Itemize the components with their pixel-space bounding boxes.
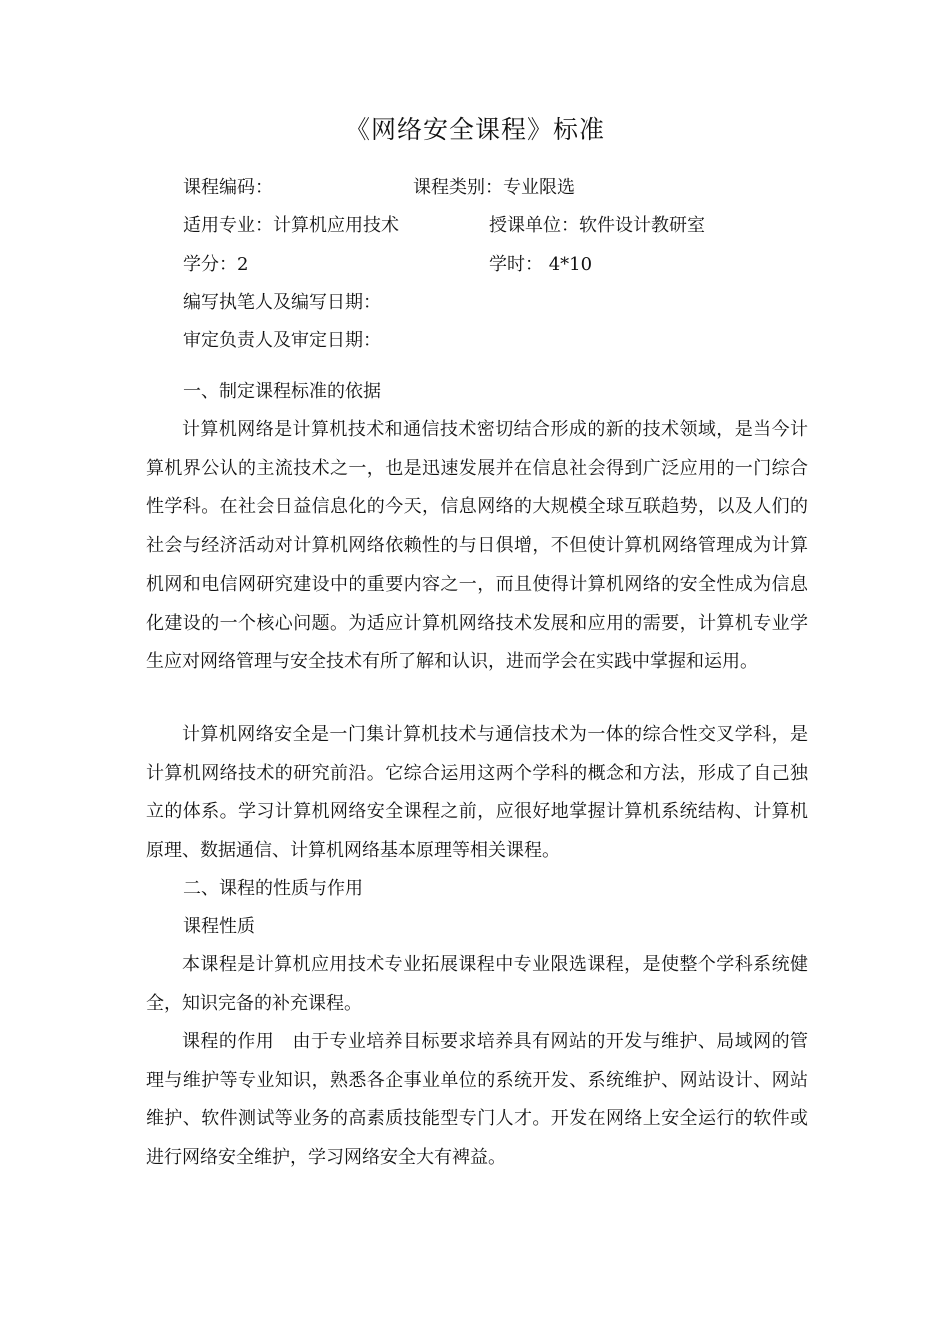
section-2-heading: 二、课程的性质与作用 <box>183 878 363 899</box>
course-type: 课程类别：专业限选 <box>413 177 575 198</box>
section-1-paragraph-1: 计算机网络是计算机技术和通信技术密切结合形成的新的技术领域，是当今计算机界公认的主流技术之一，也是迅速发展并在信息社会得到广泛应用的一门综合性学科。在社会日益信息化的今天，信息网络的大规模全球互联趋势，以及人们的社会与经济活动对计算机网络依赖性的与日俱增，不但使计算机网络管理成为计算机网和电信网研究建设中的重要内容之一，而且使得计算机网络的安全性成为信息化建设的一个核心问题。为适应计算机网络技术发展和应用的需要，计算机专业学生应对网络管理与安全技术有所了解和认识，进而学会在实践中掌握和运用。 <box>146 419 808 673</box>
section-2-paragraph-1: 本课程是计算机应用技术专业拓展课程中专业限选课程，是使整个学科系统健全，知识完备的补充课程。 <box>146 954 808 1014</box>
course-nature-subheading: 课程性质 <box>183 916 255 937</box>
meta-row-major-department <box>183 211 705 241</box>
section-1-heading: 一、制定课程标准的依据 <box>183 381 381 402</box>
teaching-department: 授课单位：软件设计教研室 <box>489 215 705 236</box>
section-2-paragraph-2: 课程的作用 由于专业培养目标要求培养具有网站的开发与维护、局域网的管理与维护等专业知识，熟悉各企事业单位的系统开发、系统维护、网站设计、网站维护、软件测试等业务的高素质技能型专门人才。开发在网络上安全运行的软件或进行网络安全维护，学习网络安全大有裨益。 <box>146 1031 808 1169</box>
applicable-major: 适用专业：计算机应用技术 <box>183 215 399 236</box>
reviewer-and-date: 审定负责人及审定日期： <box>183 330 381 351</box>
credit: 学分：2 <box>183 254 249 275</box>
author-and-date: 编写执笔人及编写日期： <box>183 292 381 313</box>
meta-row-code-type <box>183 173 575 203</box>
course-code-label: 课程编码： <box>183 177 273 198</box>
section-1-paragraph-2: 计算机网络安全是一门集计算机技术与通信技术为一体的综合性交叉学科，是计算机网络技术的研究前沿。它综合运用这两个学科的概念和方法，形成了自己独立的体系。学习计算机网络安全课程之前，应很好地掌握计算机系统结构、计算机原理、数据通信、计算机网络基本原理等相关课程。 <box>146 724 808 862</box>
document-title: 《网络安全课程》标准 <box>344 115 605 144</box>
meta-row-credit-hours <box>183 250 593 280</box>
class-hours: 学时： 4*10 <box>489 254 593 275</box>
